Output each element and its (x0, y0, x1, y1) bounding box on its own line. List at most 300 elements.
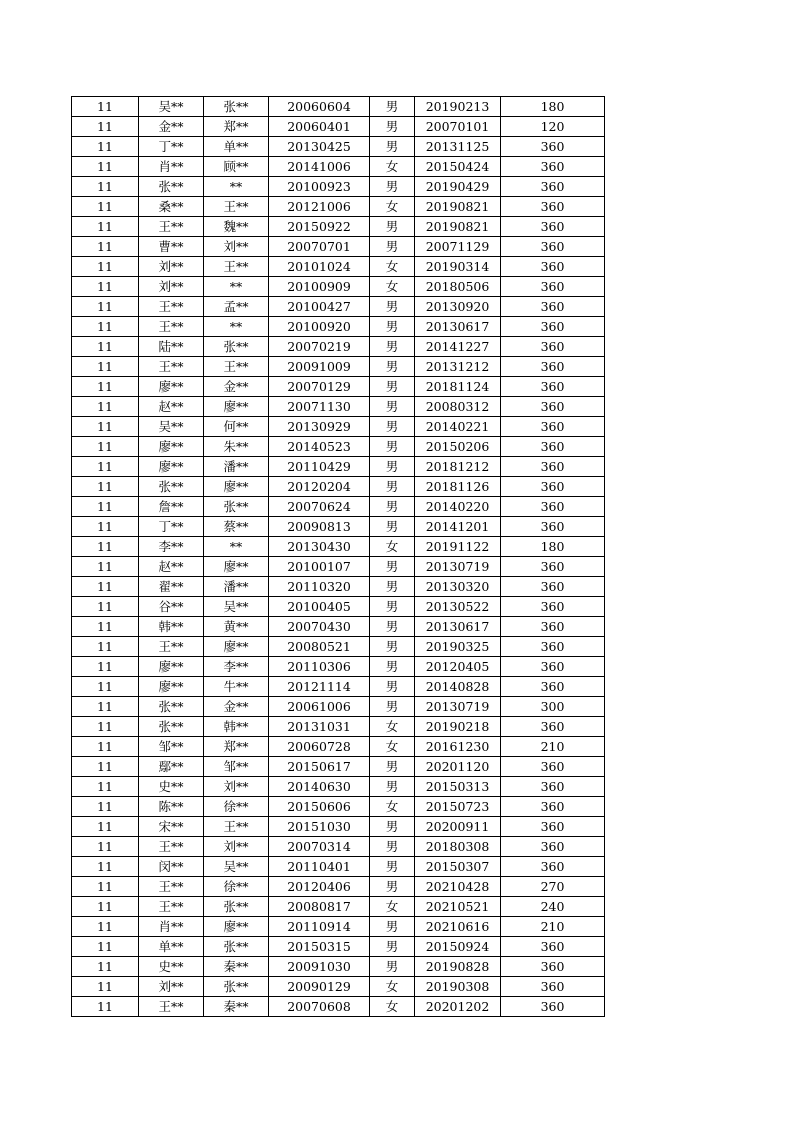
name-a-cell: 王** (139, 637, 204, 657)
date-a-cell: 20100923 (269, 177, 370, 197)
name-a-cell: 史** (139, 777, 204, 797)
name-a-cell: 肖** (139, 917, 204, 937)
table-row (72, 397, 605, 417)
name-a-cell: 陈** (139, 797, 204, 817)
name-b-cell: 牛** (204, 677, 269, 697)
name-b-cell: 魏** (204, 217, 269, 237)
date-b-cell: 20140220 (415, 497, 501, 517)
date-a-cell: 20080521 (269, 637, 370, 657)
name-b-cell: 秦** (204, 997, 269, 1017)
code-cell: 11 (72, 357, 139, 377)
code-cell: 11 (72, 537, 139, 557)
table-row (72, 297, 605, 317)
amount-cell: 360 (501, 977, 605, 997)
amount-cell: 300 (501, 697, 605, 717)
date-a-cell: 20110914 (269, 917, 370, 937)
code-cell: 11 (72, 397, 139, 417)
name-a-cell: 王** (139, 837, 204, 857)
name-a-cell: 闵** (139, 857, 204, 877)
name-b-cell: 廖** (204, 917, 269, 937)
amount-cell: 360 (501, 237, 605, 257)
name-b-cell: 徐** (204, 877, 269, 897)
name-a-cell: 谷** (139, 597, 204, 617)
amount-cell: 360 (501, 417, 605, 437)
date-b-cell: 20190429 (415, 177, 501, 197)
gender-cell: 男 (370, 777, 415, 797)
code-cell: 11 (72, 237, 139, 257)
name-a-cell: 史** (139, 957, 204, 977)
amount-cell: 360 (501, 397, 605, 417)
gender-cell: 男 (370, 577, 415, 597)
name-a-cell: 邹** (139, 737, 204, 757)
amount-cell: 180 (501, 537, 605, 557)
date-a-cell: 20060401 (269, 117, 370, 137)
table-row (72, 677, 605, 697)
amount-cell: 360 (501, 657, 605, 677)
date-a-cell: 20120406 (269, 877, 370, 897)
code-cell: 11 (72, 437, 139, 457)
name-a-cell: 金** (139, 117, 204, 137)
name-b-cell: 徐** (204, 797, 269, 817)
name-b-cell: 顾** (204, 157, 269, 177)
code-cell: 11 (72, 557, 139, 577)
table-row (72, 857, 605, 877)
name-b-cell: 蔡** (204, 517, 269, 537)
name-b-cell: 李** (204, 657, 269, 677)
name-b-cell: 吴** (204, 597, 269, 617)
gender-cell: 男 (370, 137, 415, 157)
amount-cell: 210 (501, 917, 605, 937)
name-a-cell: 刘** (139, 277, 204, 297)
amount-cell: 360 (501, 177, 605, 197)
code-cell: 11 (72, 957, 139, 977)
code-cell: 11 (72, 457, 139, 477)
date-a-cell: 20150606 (269, 797, 370, 817)
date-b-cell: 20150206 (415, 437, 501, 457)
date-b-cell: 20201120 (415, 757, 501, 777)
name-a-cell: 吴** (139, 97, 204, 117)
code-cell: 11 (72, 997, 139, 1017)
code-cell: 11 (72, 637, 139, 657)
amount-cell: 240 (501, 897, 605, 917)
date-a-cell: 20090129 (269, 977, 370, 997)
amount-cell: 360 (501, 577, 605, 597)
gender-cell: 男 (370, 637, 415, 657)
code-cell: 11 (72, 597, 139, 617)
code-cell: 11 (72, 177, 139, 197)
name-a-cell: 丁** (139, 517, 204, 537)
table-row (72, 177, 605, 197)
amount-cell: 360 (501, 477, 605, 497)
gender-cell: 女 (370, 157, 415, 177)
name-b-cell: 张** (204, 977, 269, 997)
amount-cell: 360 (501, 797, 605, 817)
name-a-cell: 宋** (139, 817, 204, 837)
name-b-cell: 孟** (204, 297, 269, 317)
date-a-cell: 20110306 (269, 657, 370, 677)
date-b-cell: 20190325 (415, 637, 501, 657)
date-a-cell: 20070701 (269, 237, 370, 257)
date-b-cell: 20210521 (415, 897, 501, 917)
date-b-cell: 20190308 (415, 977, 501, 997)
date-b-cell: 20190821 (415, 217, 501, 237)
name-b-cell: 吴** (204, 857, 269, 877)
amount-cell: 360 (501, 437, 605, 457)
name-b-cell: 黄** (204, 617, 269, 637)
date-b-cell: 20190218 (415, 717, 501, 737)
date-a-cell: 20110401 (269, 857, 370, 877)
gender-cell: 男 (370, 117, 415, 137)
date-a-cell: 20120204 (269, 477, 370, 497)
gender-cell: 男 (370, 297, 415, 317)
code-cell: 11 (72, 897, 139, 917)
date-a-cell: 20100909 (269, 277, 370, 297)
amount-cell: 360 (501, 317, 605, 337)
date-b-cell: 20190821 (415, 197, 501, 217)
amount-cell: 180 (501, 97, 605, 117)
date-a-cell: 20061006 (269, 697, 370, 717)
amount-cell: 360 (501, 937, 605, 957)
table-row (72, 317, 605, 337)
name-b-cell: 廖** (204, 397, 269, 417)
name-b-cell: ** (204, 537, 269, 557)
name-a-cell: 翟** (139, 577, 204, 597)
name-a-cell: 吴** (139, 417, 204, 437)
table-row (72, 917, 605, 937)
data-table (71, 96, 605, 1017)
date-a-cell: 20141006 (269, 157, 370, 177)
table-row (72, 617, 605, 637)
table-row (72, 497, 605, 517)
gender-cell: 男 (370, 477, 415, 497)
name-b-cell: 朱** (204, 437, 269, 457)
date-b-cell: 20210616 (415, 917, 501, 937)
date-b-cell: 20180308 (415, 837, 501, 857)
table-row (72, 157, 605, 177)
amount-cell: 360 (501, 197, 605, 217)
name-b-cell: 廖** (204, 477, 269, 497)
gender-cell: 男 (370, 97, 415, 117)
name-b-cell: 韩** (204, 717, 269, 737)
gender-cell: 男 (370, 697, 415, 717)
gender-cell: 男 (370, 677, 415, 697)
date-a-cell: 20070219 (269, 337, 370, 357)
table-row (72, 237, 605, 257)
date-b-cell: 20150723 (415, 797, 501, 817)
date-b-cell: 20190314 (415, 257, 501, 277)
name-b-cell: 刘** (204, 237, 269, 257)
date-b-cell: 20161230 (415, 737, 501, 757)
table-row (72, 417, 605, 437)
date-b-cell: 20150313 (415, 777, 501, 797)
date-b-cell: 20181124 (415, 377, 501, 397)
amount-cell: 360 (501, 257, 605, 277)
name-b-cell: 王** (204, 197, 269, 217)
code-cell: 11 (72, 277, 139, 297)
amount-cell: 360 (501, 677, 605, 697)
date-a-cell: 20100405 (269, 597, 370, 617)
date-a-cell: 20090813 (269, 517, 370, 537)
date-a-cell: 20121006 (269, 197, 370, 217)
name-b-cell: 潘** (204, 457, 269, 477)
gender-cell: 男 (370, 877, 415, 897)
amount-cell: 360 (501, 817, 605, 837)
amount-cell: 360 (501, 757, 605, 777)
gender-cell: 男 (370, 397, 415, 417)
gender-cell: 男 (370, 557, 415, 577)
gender-cell: 男 (370, 817, 415, 837)
date-b-cell: 20141201 (415, 517, 501, 537)
gender-cell: 女 (370, 717, 415, 737)
name-a-cell: 张** (139, 477, 204, 497)
name-a-cell: 刘** (139, 977, 204, 997)
name-b-cell: 秦** (204, 957, 269, 977)
date-b-cell: 20070101 (415, 117, 501, 137)
name-a-cell: 刘** (139, 257, 204, 277)
name-b-cell: 刘** (204, 837, 269, 857)
amount-cell: 360 (501, 557, 605, 577)
name-a-cell: 廖** (139, 437, 204, 457)
code-cell: 11 (72, 777, 139, 797)
date-b-cell: 20130617 (415, 317, 501, 337)
date-b-cell: 20120405 (415, 657, 501, 677)
table-row (72, 217, 605, 237)
code-cell: 11 (72, 577, 139, 597)
code-cell: 11 (72, 977, 139, 997)
name-b-cell: 廖** (204, 637, 269, 657)
amount-cell: 360 (501, 777, 605, 797)
code-cell: 11 (72, 117, 139, 137)
date-a-cell: 20070314 (269, 837, 370, 857)
name-a-cell: 桑** (139, 197, 204, 217)
table-row (72, 457, 605, 477)
table-row (72, 577, 605, 597)
amount-cell: 270 (501, 877, 605, 897)
amount-cell: 360 (501, 297, 605, 317)
date-a-cell: 20130425 (269, 137, 370, 157)
name-a-cell: 王** (139, 357, 204, 377)
date-a-cell: 20150922 (269, 217, 370, 237)
table-row (72, 657, 605, 677)
gender-cell: 男 (370, 937, 415, 957)
code-cell: 11 (72, 197, 139, 217)
date-a-cell: 20070430 (269, 617, 370, 637)
table-row (72, 637, 605, 657)
table-row (72, 777, 605, 797)
date-a-cell: 20071130 (269, 397, 370, 417)
name-a-cell: 廖** (139, 657, 204, 677)
gender-cell: 男 (370, 517, 415, 537)
date-b-cell: 20190213 (415, 97, 501, 117)
date-a-cell: 20150617 (269, 757, 370, 777)
gender-cell: 女 (370, 737, 415, 757)
name-b-cell: 张** (204, 337, 269, 357)
gender-cell: 女 (370, 197, 415, 217)
date-b-cell: 20130522 (415, 597, 501, 617)
table-row (72, 757, 605, 777)
code-cell: 11 (72, 817, 139, 837)
name-b-cell: 何** (204, 417, 269, 437)
gender-cell: 男 (370, 457, 415, 477)
date-b-cell: 20210428 (415, 877, 501, 897)
gender-cell: 女 (370, 997, 415, 1017)
date-a-cell: 20110320 (269, 577, 370, 597)
amount-cell: 360 (501, 277, 605, 297)
gender-cell: 女 (370, 897, 415, 917)
date-b-cell: 20150924 (415, 937, 501, 957)
name-a-cell: 韩** (139, 617, 204, 637)
amount-cell: 360 (501, 717, 605, 737)
amount-cell: 360 (501, 597, 605, 617)
table-row (72, 997, 605, 1017)
name-a-cell: 张** (139, 717, 204, 737)
date-a-cell: 20100427 (269, 297, 370, 317)
amount-cell: 360 (501, 217, 605, 237)
name-a-cell: 王** (139, 877, 204, 897)
gender-cell: 男 (370, 837, 415, 857)
gender-cell: 男 (370, 437, 415, 457)
date-b-cell: 20080312 (415, 397, 501, 417)
code-cell: 11 (72, 677, 139, 697)
code-cell: 11 (72, 917, 139, 937)
table-row (72, 957, 605, 977)
table-row (72, 137, 605, 157)
name-a-cell: 张** (139, 177, 204, 197)
date-a-cell: 20091009 (269, 357, 370, 377)
gender-cell: 男 (370, 757, 415, 777)
amount-cell: 360 (501, 157, 605, 177)
code-cell: 11 (72, 337, 139, 357)
name-b-cell: ** (204, 177, 269, 197)
amount-cell: 360 (501, 337, 605, 357)
gender-cell: 女 (370, 257, 415, 277)
date-a-cell: 20091030 (269, 957, 370, 977)
name-b-cell: 郑** (204, 117, 269, 137)
amount-cell: 120 (501, 117, 605, 137)
table-row (72, 717, 605, 737)
code-cell: 11 (72, 657, 139, 677)
table-row (72, 257, 605, 277)
gender-cell: 男 (370, 237, 415, 257)
amount-cell: 360 (501, 617, 605, 637)
date-a-cell: 20131031 (269, 717, 370, 737)
name-b-cell: 张** (204, 497, 269, 517)
table-row (72, 517, 605, 537)
name-a-cell: 王** (139, 297, 204, 317)
gender-cell: 女 (370, 977, 415, 997)
table-row (72, 897, 605, 917)
gender-cell: 男 (370, 857, 415, 877)
name-b-cell: 郑** (204, 737, 269, 757)
name-a-cell: 廖** (139, 457, 204, 477)
table-row (72, 837, 605, 857)
name-b-cell: 金** (204, 697, 269, 717)
name-a-cell: 王** (139, 217, 204, 237)
name-b-cell: ** (204, 277, 269, 297)
table-row (72, 337, 605, 357)
name-b-cell: 张** (204, 897, 269, 917)
name-b-cell: 刘** (204, 777, 269, 797)
code-cell: 11 (72, 217, 139, 237)
table-row (72, 117, 605, 137)
name-a-cell: 肖** (139, 157, 204, 177)
code-cell: 11 (72, 937, 139, 957)
date-a-cell: 20080817 (269, 897, 370, 917)
name-a-cell: 鄢** (139, 757, 204, 777)
code-cell: 11 (72, 737, 139, 757)
code-cell: 11 (72, 477, 139, 497)
gender-cell: 男 (370, 177, 415, 197)
date-b-cell: 20140221 (415, 417, 501, 437)
date-b-cell: 20141227 (415, 337, 501, 357)
name-b-cell: 张** (204, 97, 269, 117)
date-b-cell: 20181126 (415, 477, 501, 497)
name-a-cell: 王** (139, 317, 204, 337)
name-a-cell: 廖** (139, 377, 204, 397)
name-b-cell: 王** (204, 357, 269, 377)
name-a-cell: 王** (139, 997, 204, 1017)
code-cell: 11 (72, 157, 139, 177)
table-row (72, 737, 605, 757)
name-b-cell: 王** (204, 257, 269, 277)
gender-cell: 男 (370, 317, 415, 337)
table-row (72, 477, 605, 497)
table-row (72, 197, 605, 217)
gender-cell: 女 (370, 277, 415, 297)
gender-cell: 男 (370, 657, 415, 677)
name-b-cell: 金** (204, 377, 269, 397)
table-row (72, 977, 605, 997)
date-b-cell: 20130719 (415, 697, 501, 717)
date-a-cell: 20140630 (269, 777, 370, 797)
gender-cell: 男 (370, 417, 415, 437)
date-b-cell: 20131212 (415, 357, 501, 377)
table-body (72, 97, 605, 1017)
code-cell: 11 (72, 297, 139, 317)
date-a-cell: 20140523 (269, 437, 370, 457)
date-a-cell: 20070129 (269, 377, 370, 397)
name-b-cell: ** (204, 317, 269, 337)
name-b-cell: 王** (204, 817, 269, 837)
amount-cell: 360 (501, 957, 605, 977)
date-b-cell: 20201202 (415, 997, 501, 1017)
table-row (72, 937, 605, 957)
date-a-cell: 20121114 (269, 677, 370, 697)
date-b-cell: 20191122 (415, 537, 501, 557)
gender-cell: 男 (370, 217, 415, 237)
code-cell: 11 (72, 137, 139, 157)
table-row (72, 557, 605, 577)
date-b-cell: 20130719 (415, 557, 501, 577)
name-a-cell: 张** (139, 697, 204, 717)
code-cell: 11 (72, 97, 139, 117)
date-b-cell: 20150424 (415, 157, 501, 177)
table-row (72, 377, 605, 397)
gender-cell: 男 (370, 617, 415, 637)
date-b-cell: 20181212 (415, 457, 501, 477)
date-b-cell: 20200911 (415, 817, 501, 837)
amount-cell: 360 (501, 137, 605, 157)
code-cell: 11 (72, 877, 139, 897)
code-cell: 11 (72, 517, 139, 537)
code-cell: 11 (72, 837, 139, 857)
date-a-cell: 20100107 (269, 557, 370, 577)
name-a-cell: 廖** (139, 677, 204, 697)
date-b-cell: 20190828 (415, 957, 501, 977)
code-cell: 11 (72, 377, 139, 397)
code-cell: 11 (72, 417, 139, 437)
date-b-cell: 20130920 (415, 297, 501, 317)
